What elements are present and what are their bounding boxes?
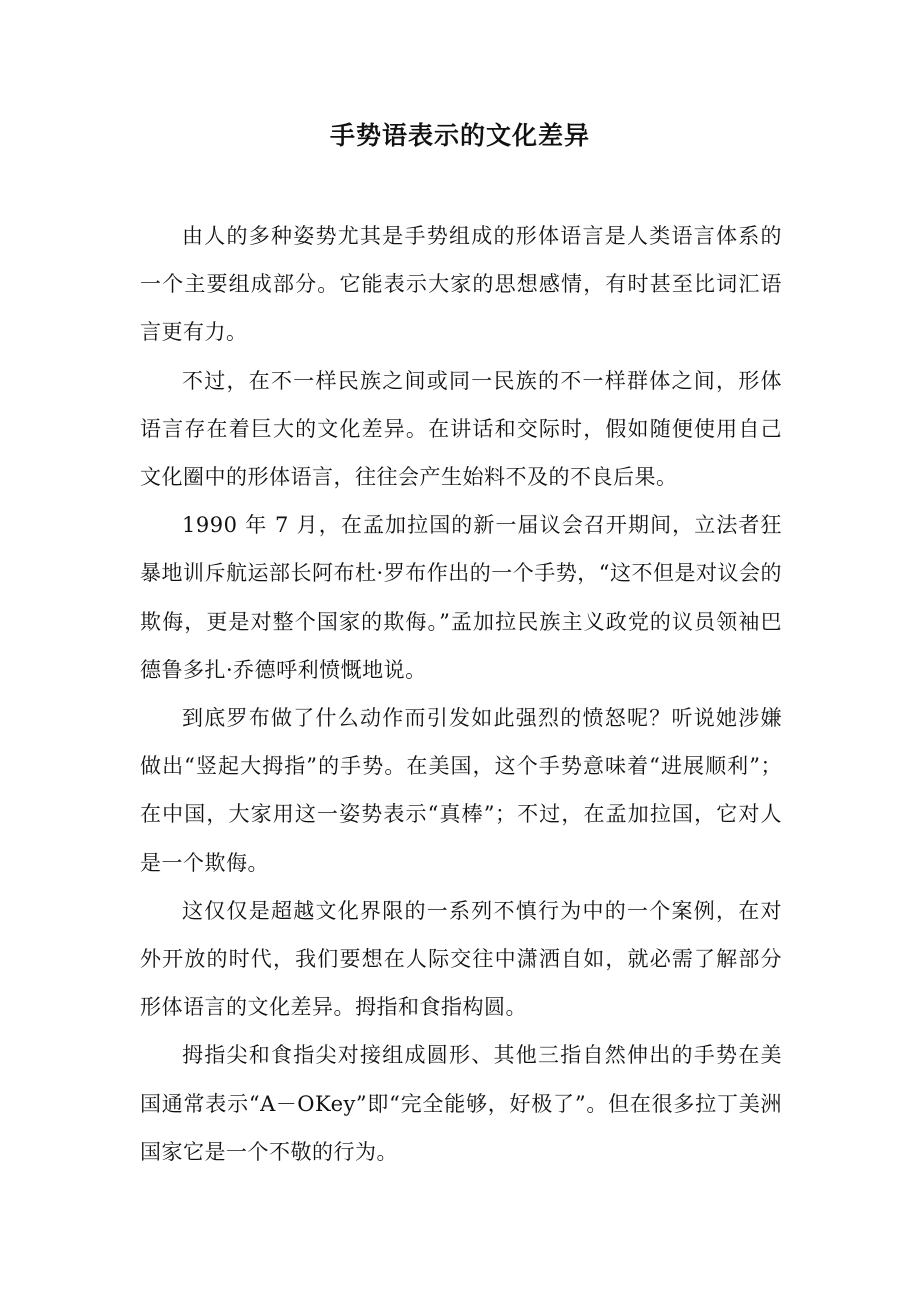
- paragraph: 由人的多种姿势尤其是手势组成的形体语言是人类语言体系的一个主要组成部分。它能表示大家的思想感情，有时甚至比词汇语言更有力。: [140, 224, 782, 345]
- document-body: [140, 212, 782, 1176]
- document-title: 手势语表示的文化差异: [329, 121, 590, 150]
- paragraph: 到底罗布做了什么动作而引发如此强烈的愤怒呢？听说她涉嫌做出“竖起大拇指”的手势。在美国，这个手势意味着“进展顺利”；在中国，大家用这一姿势表示“真棒”；不过，在孟加拉国，它对人是一个欺侮。: [140, 706, 782, 875]
- paragraph: 拇指尖和食指尖对接组成圆形、其他三指自然伸出的手势在美国通常表示“A－OKey”即“完全能够，好极了”。但在很多拉丁美洲国家它是一个不敬的行为。: [140, 1043, 782, 1164]
- paragraph: 这仅仅是超越文化界限的一系列不慎行为中的一个案例，在对外开放的时代，我们要想在人际交往中潇洒自如，就必需了解部分形体语言的文化差异。拇指和食指构圆。: [140, 898, 782, 1020]
- paragraph: 1990 年 7 月，在孟加拉国的新一届议会召开期间，立法者狂暴地训斥航运部长阿布杜·罗布作出的一个手势，“这不但是对议会的欺侮，更是对整个国家的欺侮。”孟加拉民族主义政党的议员领袖巴德鲁多扎·乔德呼利愤慨地说。: [140, 513, 782, 682]
- paragraph: 不过，在不一样民族之间或同一民族的不一样群体之间，形体语言存在着巨大的文化差异。在讲话和交际时，假如随便使用自己文化圈中的形体语言，往往会产生始料不及的不良后果。: [140, 368, 782, 490]
